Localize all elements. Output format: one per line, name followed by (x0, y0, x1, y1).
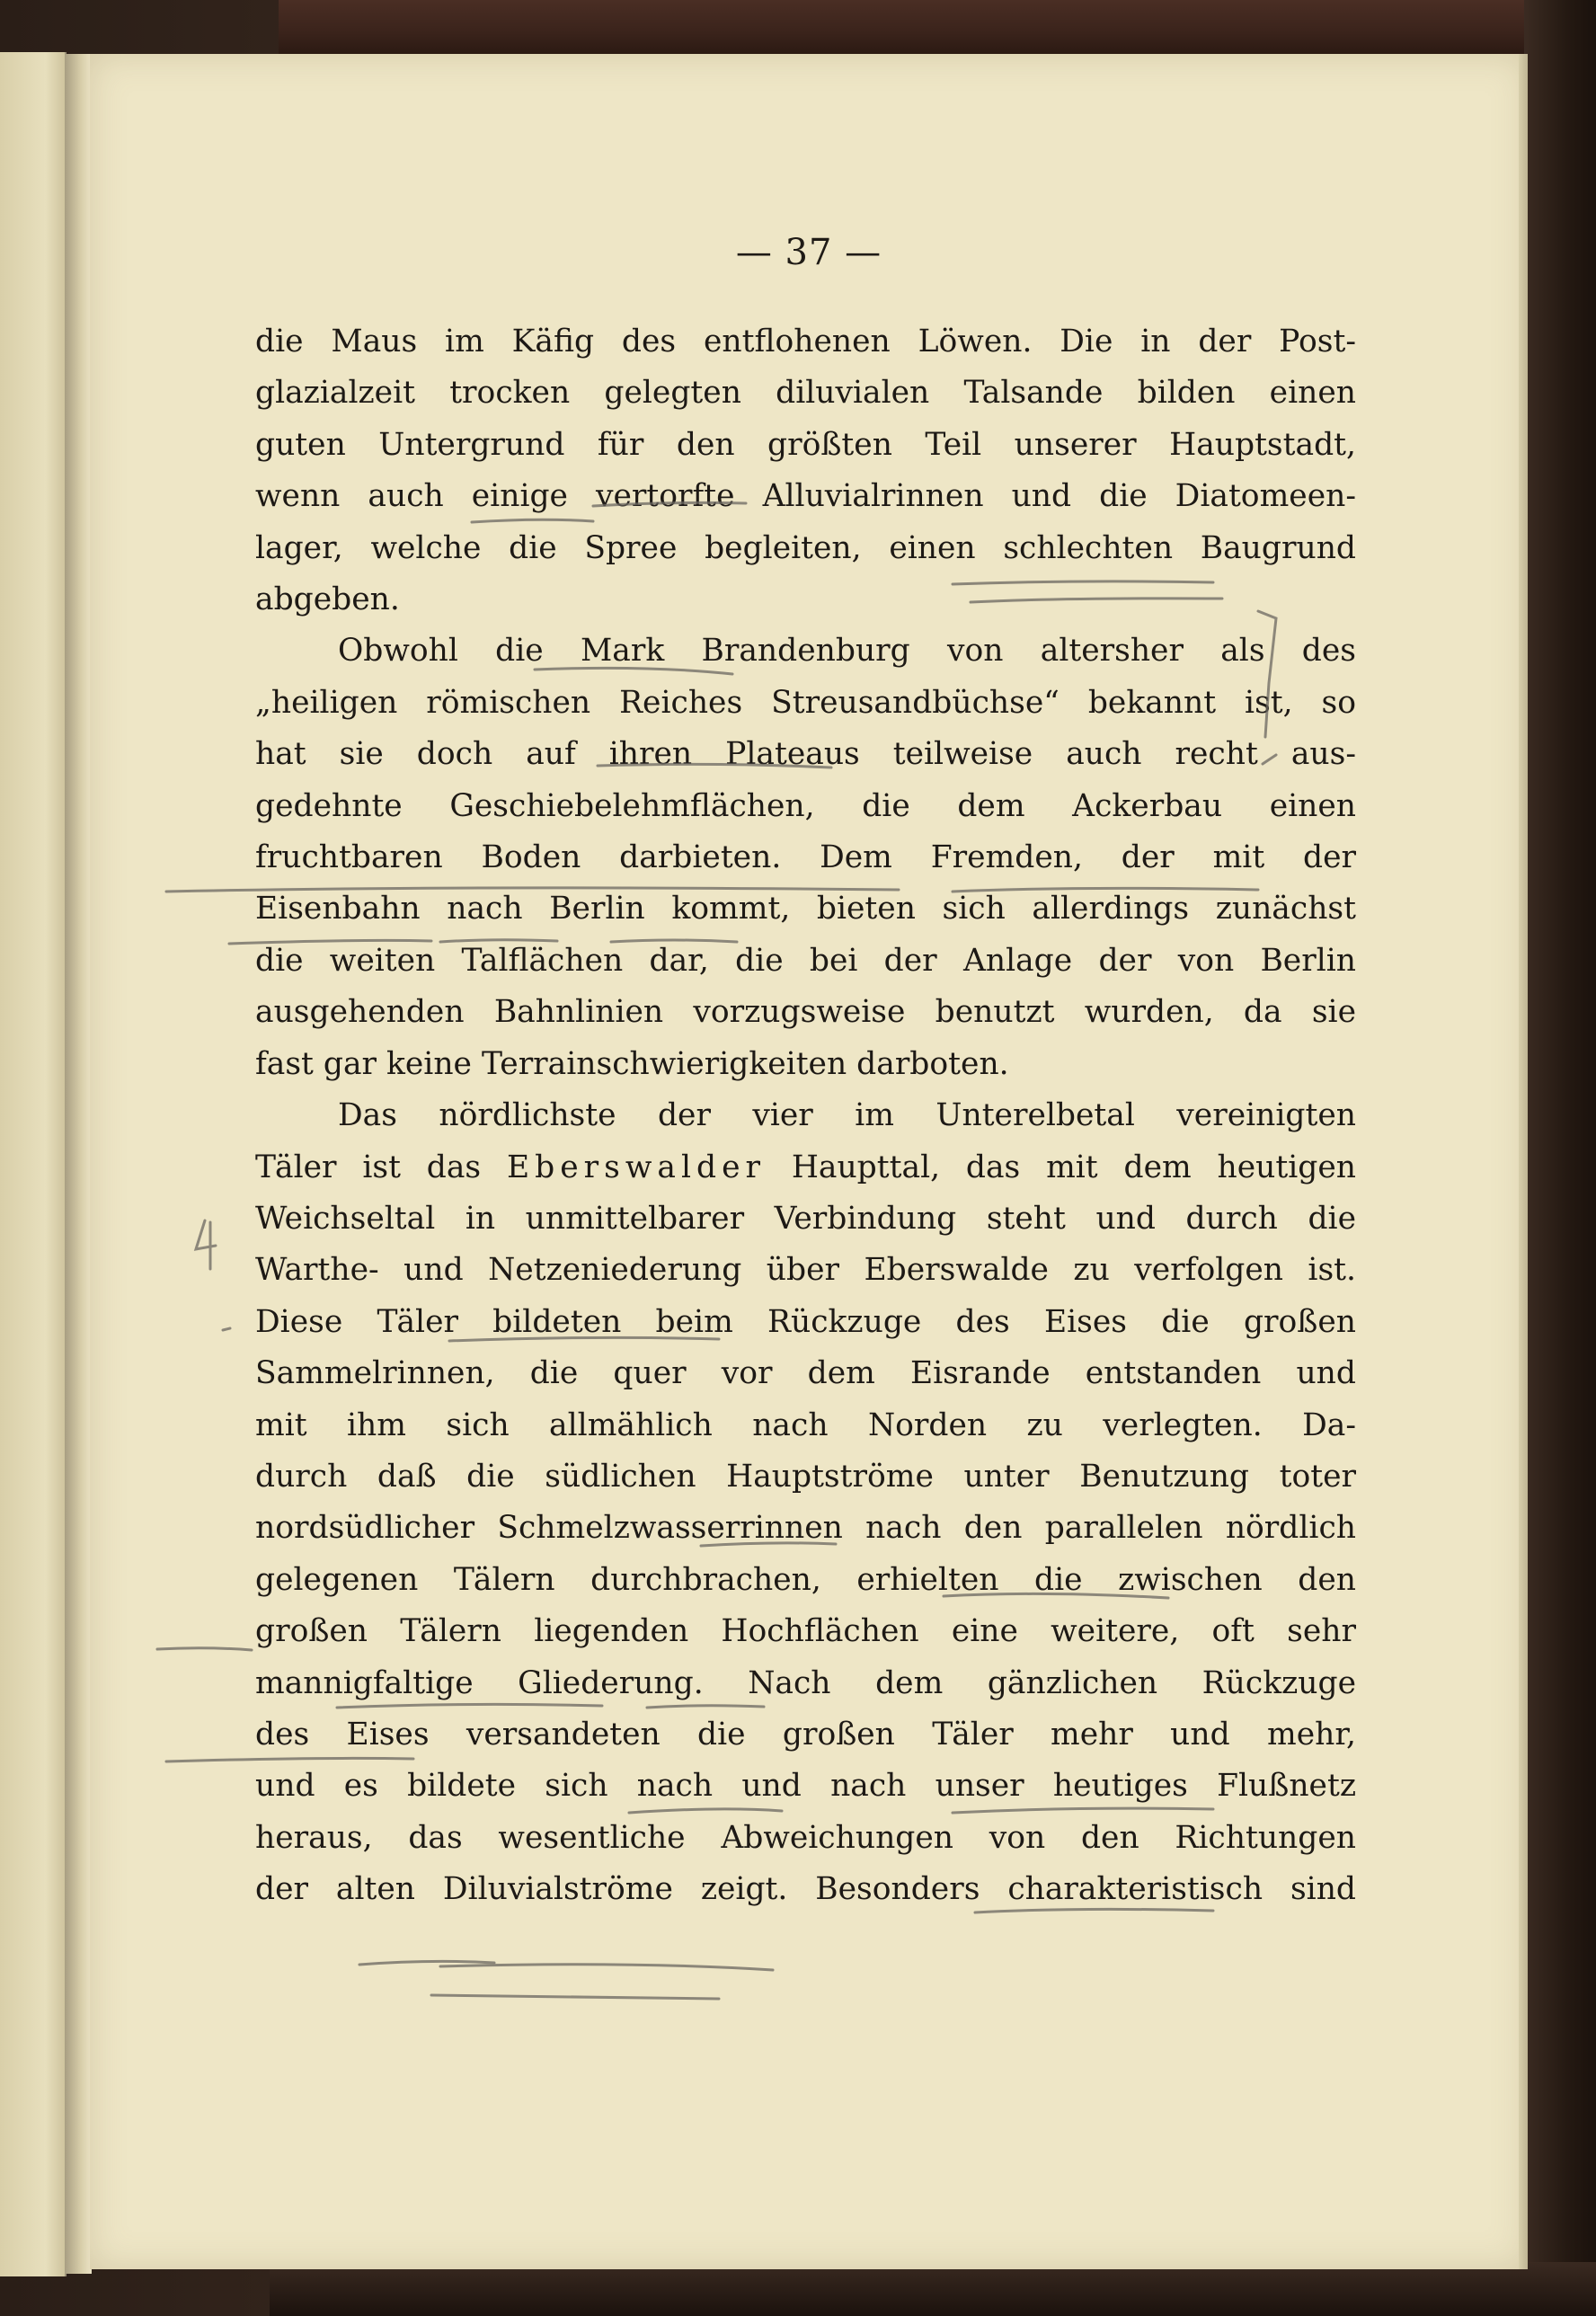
pencil-underline (431, 1995, 719, 1999)
text-line: durch daß die südlichen Hauptströme unter Benutzung toter (255, 1458, 1356, 1495)
pencil-underline (440, 1965, 773, 1970)
text-line: hat sie doch auf ihren Plateaus teilweise auch recht aus- (255, 736, 1356, 773)
text-line: gedehnte Geschiebelehmflächen, die dem Ackerbau einen (255, 787, 1356, 824)
text-line: abgeben. (255, 581, 400, 618)
text-fragment: Haupttal, das mit dem heutigen (791, 1149, 1357, 1185)
text-line: guten Untergrund für den größten Teil unserer Hauptstadt, (255, 426, 1356, 463)
text-line (255, 1142, 1356, 1193)
text-line: Warthe- und Netzeniederung über Eberswalde zu verfolgen ist. (255, 1252, 1356, 1289)
text-line: Diese Täler bildeten beim Rückzuge des Eises die großen (255, 1303, 1356, 1340)
book-cover-top (279, 0, 1596, 56)
paragraph-2 (255, 626, 1356, 1090)
text-line: lager, welche die Spree begleiten, einen schlechten Baugrund (255, 529, 1356, 566)
text-line: heraus, das wesentliche Abweichungen von den Richtungen (255, 1819, 1356, 1856)
text-line: gelegenen Tälern durchbrachen, erhielten die zwischen den (255, 1561, 1356, 1598)
text-fragment: Täler ist das (255, 1149, 482, 1185)
text-line: ausgehenden Bahnlinien vorzugsweise benutzt wurden, da sie (255, 994, 1356, 1031)
text-line: fast gar keine Terrainschwierigkeiten darboten. (255, 1045, 1009, 1082)
paragraph-1 (255, 316, 1356, 626)
book-cover-bottom (270, 2262, 1596, 2316)
body-text (255, 316, 1356, 1916)
text-line: mit ihm sich allmählich nach Norden zu verlegten. Da- (255, 1406, 1356, 1443)
text-line: die Maus im Käfig des entflohenen Löwen. Die in der Post- (255, 324, 1356, 359)
text-line: die weiten Talflächen dar, die bei der Anlage der von Berlin (255, 942, 1356, 979)
book-page (90, 54, 1528, 2269)
text-line: wenn auch einige vertorfte Alluvialrinnen und die Diatomeen- (255, 478, 1356, 515)
spaced-emphasis: Eberswalder (506, 1149, 766, 1185)
text-line: Eisenbahn nach Berlin kommt, bieten sich allerdings zunächst (255, 891, 1356, 927)
book-cover-right (1524, 0, 1596, 2316)
pencil-margin-four (196, 1220, 216, 1269)
text-line: Sammelrinnen, die quer vor dem Eisrande entstanden und (255, 1355, 1356, 1392)
book-gutter (65, 54, 92, 2274)
text-line: und es bildete sich nach und nach unser heutiges Flußnetz (255, 1768, 1356, 1805)
text-line: nordsüdlicher Schmelzwasserrinnen nach den parallelen nördlich (255, 1510, 1356, 1547)
text-line: Das nördlichste der vier im Unterelbetal vereinigten (338, 1097, 1356, 1134)
facing-page-edge (0, 52, 66, 2276)
pencil-underline (157, 1648, 252, 1650)
text-line: großen Tälern liegenden Hochflächen eine weitere, oft sehr (255, 1613, 1356, 1650)
text-line: der alten Diluvialströme zeigt. Besonders charakteristisch sind (255, 1871, 1356, 1908)
paragraph-3 (255, 1090, 1356, 1916)
page-number: — 37 — (735, 232, 882, 273)
text-line: glazialzeit trocken gelegten diluvialen Talsande bilden einen (255, 375, 1356, 412)
page-edge (1519, 54, 1528, 2269)
pencil-underline (359, 1961, 494, 1965)
text-line: des Eises versandeten die großen Täler mehr und mehr, (255, 1716, 1356, 1753)
text-line: fruchtbaren Boden darbieten. Dem Fremden, der mit der (255, 839, 1356, 876)
text-line: „heiligen römischen Reiches Streusandbüchse“ bekannt ist, so (255, 684, 1356, 721)
text-line: Weichseltal in unmittelbarer Verbindung steht und durch die (255, 1200, 1356, 1237)
pencil-mark (223, 1328, 230, 1330)
text-line: Obwohl die Mark Brandenburg von altersher als des (338, 633, 1356, 670)
text-line: mannigfaltige Gliederung. Nach dem gänzlichen Rückzuge (255, 1664, 1356, 1701)
